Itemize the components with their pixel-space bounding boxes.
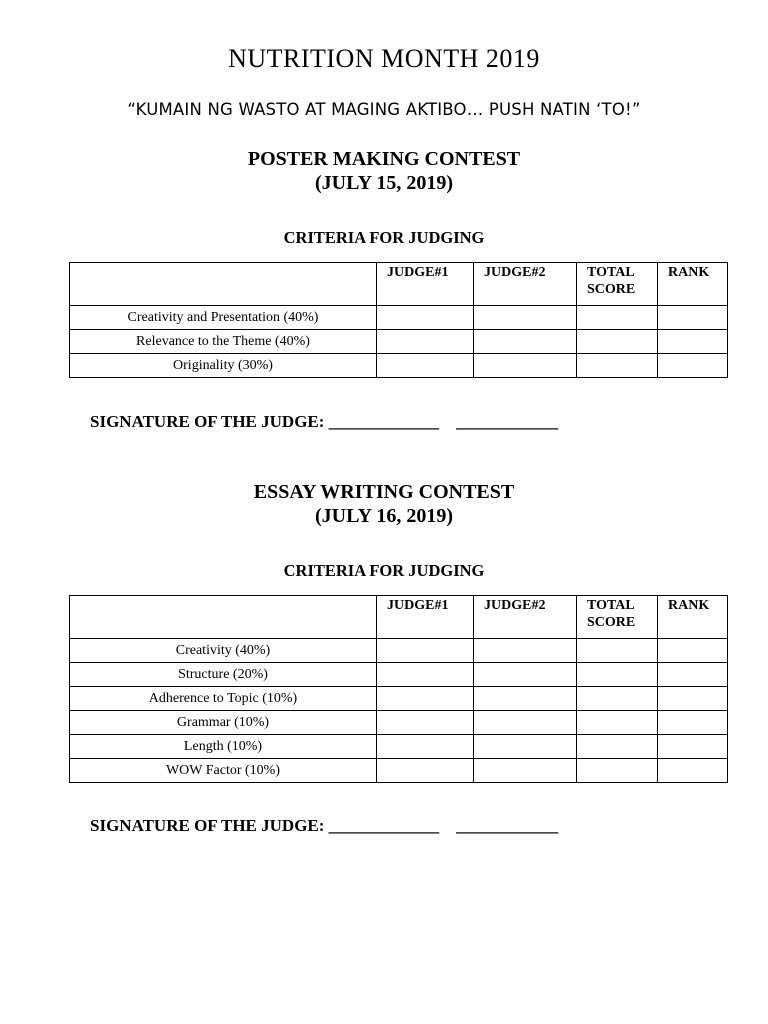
total-score-cell[interactable] bbox=[577, 687, 658, 711]
column-header-judge2: JUDGE#2 bbox=[474, 596, 577, 639]
judge2-score-cell[interactable] bbox=[474, 759, 577, 783]
total-score-cell[interactable] bbox=[577, 330, 658, 354]
table-header-row bbox=[70, 596, 728, 639]
criterion-label: Originality (30%) bbox=[70, 354, 377, 378]
poster-criteria-heading: CRITERIA FOR JUDGING bbox=[283, 228, 485, 247]
column-header-total-score: TOTAL SCORE bbox=[577, 596, 658, 639]
judge1-score-cell[interactable] bbox=[377, 687, 474, 711]
poster-contest-date: (JULY 15, 2019) bbox=[315, 172, 453, 194]
total-score-cell[interactable] bbox=[577, 639, 658, 663]
rank-cell[interactable] bbox=[658, 687, 728, 711]
column-header-judge1: JUDGE#1 bbox=[377, 263, 474, 306]
rank-cell[interactable] bbox=[658, 330, 728, 354]
table-row bbox=[70, 711, 728, 735]
judge2-score-cell[interactable] bbox=[474, 735, 577, 759]
essay-criteria-heading: CRITERIA FOR JUDGING bbox=[283, 561, 485, 580]
column-header-rank: RANK bbox=[658, 263, 728, 306]
rank-cell[interactable] bbox=[658, 759, 728, 783]
criterion-label: Creativity and Presentation (40%) bbox=[70, 306, 377, 330]
criterion-label: Adherence to Topic (10%) bbox=[70, 687, 377, 711]
rank-cell[interactable] bbox=[658, 711, 728, 735]
column-header-judge2: JUDGE#2 bbox=[474, 263, 577, 306]
total-score-cell[interactable] bbox=[577, 663, 658, 687]
poster-judge-signature-line[interactable]: SIGNATURE OF THE JUDGE: _____________ ____________ bbox=[90, 412, 559, 431]
judge1-score-cell[interactable] bbox=[377, 759, 474, 783]
judge1-score-cell[interactable] bbox=[377, 735, 474, 759]
table-header-empty-cell bbox=[70, 263, 377, 306]
table-row bbox=[70, 354, 728, 378]
essay-criteria-table bbox=[69, 595, 728, 783]
judge2-score-cell[interactable] bbox=[474, 639, 577, 663]
table-row bbox=[70, 330, 728, 354]
rank-cell[interactable] bbox=[658, 306, 728, 330]
rank-cell[interactable] bbox=[658, 639, 728, 663]
judge2-score-cell[interactable] bbox=[474, 306, 577, 330]
page-title: NUTRITION MONTH 2019 bbox=[228, 44, 540, 73]
total-score-cell[interactable] bbox=[577, 306, 658, 330]
total-score-cell[interactable] bbox=[577, 711, 658, 735]
theme-slogan: “KUMAIN NG WASTO AT MAGING AKTIBO… PUSH NATIN ‘TO!” bbox=[127, 100, 641, 119]
poster-criteria-table bbox=[69, 262, 728, 378]
table-header-row bbox=[70, 263, 728, 306]
table-row bbox=[70, 735, 728, 759]
rank-cell[interactable] bbox=[658, 735, 728, 759]
total-score-cell[interactable] bbox=[577, 354, 658, 378]
table-row bbox=[70, 663, 728, 687]
criterion-label: Relevance to the Theme (40%) bbox=[70, 330, 377, 354]
judge1-score-cell[interactable] bbox=[377, 330, 474, 354]
criterion-label: WOW Factor (10%) bbox=[70, 759, 377, 783]
table-header-empty-cell bbox=[70, 596, 377, 639]
poster-contest-title: POSTER MAKING CONTEST bbox=[247, 148, 521, 170]
criterion-label: Grammar (10%) bbox=[70, 711, 377, 735]
judge1-score-cell[interactable] bbox=[377, 639, 474, 663]
table-row bbox=[70, 687, 728, 711]
judge2-score-cell[interactable] bbox=[474, 330, 577, 354]
total-score-cell[interactable] bbox=[577, 759, 658, 783]
judge1-score-cell[interactable] bbox=[377, 663, 474, 687]
column-header-rank: RANK bbox=[658, 596, 728, 639]
judge1-score-cell[interactable] bbox=[377, 711, 474, 735]
judge2-score-cell[interactable] bbox=[474, 711, 577, 735]
essay-contest-title: ESSAY WRITING CONTEST bbox=[253, 481, 515, 503]
criterion-label: Creativity (40%) bbox=[70, 639, 377, 663]
judge2-score-cell[interactable] bbox=[474, 687, 577, 711]
essay-judge-signature-line[interactable]: SIGNATURE OF THE JUDGE: _____________ ____________ bbox=[90, 816, 559, 835]
column-header-judge1: JUDGE#1 bbox=[377, 596, 474, 639]
total-score-cell[interactable] bbox=[577, 735, 658, 759]
table-row bbox=[70, 759, 728, 783]
essay-contest-date: (JULY 16, 2019) bbox=[315, 505, 453, 527]
criterion-label: Length (10%) bbox=[70, 735, 377, 759]
judge1-score-cell[interactable] bbox=[377, 354, 474, 378]
table-row bbox=[70, 639, 728, 663]
rank-cell[interactable] bbox=[658, 663, 728, 687]
criterion-label: Structure (20%) bbox=[70, 663, 377, 687]
table-row bbox=[70, 306, 728, 330]
rank-cell[interactable] bbox=[658, 354, 728, 378]
judge2-score-cell[interactable] bbox=[474, 663, 577, 687]
column-header-total-score: TOTAL SCORE bbox=[577, 263, 658, 306]
judge2-score-cell[interactable] bbox=[474, 354, 577, 378]
judge1-score-cell[interactable] bbox=[377, 306, 474, 330]
